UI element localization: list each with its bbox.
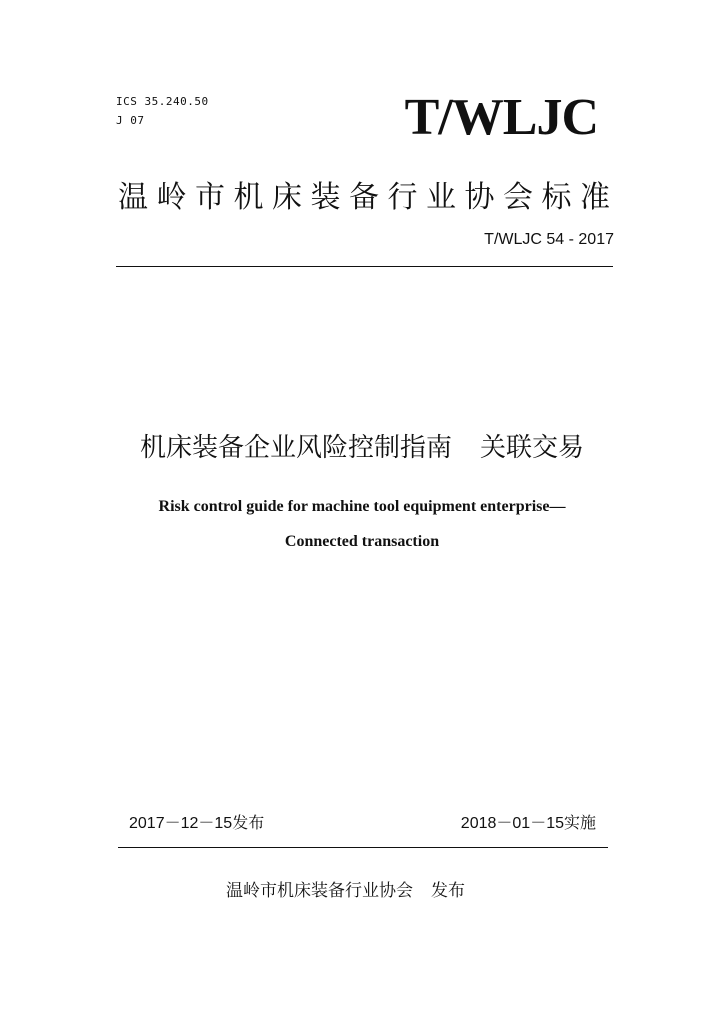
publisher bbox=[226, 876, 465, 901]
standard-code: T/WLJC bbox=[404, 89, 598, 146]
implementation-date: 2018－01－15实施 bbox=[460, 815, 596, 832]
publisher-name: 温岭市机床装备行业协会 bbox=[226, 881, 413, 901]
association-title: 温岭市机床装备行业协会标准 bbox=[118, 180, 619, 215]
publisher-action: 发布 bbox=[431, 881, 465, 901]
english-title-line2: Connected transaction bbox=[284, 533, 440, 550]
header-divider bbox=[116, 266, 613, 267]
chinese-title-main: 机床装备企业风险控制指南 bbox=[139, 433, 452, 463]
ics-code: ICS 35.240.50 bbox=[116, 95, 209, 108]
footer-divider bbox=[118, 847, 608, 848]
standard-number: T/WLJC 54 - 2017 bbox=[484, 231, 614, 248]
chinese-title-sub: 关联交易 bbox=[480, 433, 585, 463]
english-title-line1: Risk control guide for machine tool equipment enterprise— bbox=[158, 498, 566, 515]
chinese-title bbox=[0, 427, 724, 464]
classification-code: J 07 bbox=[116, 114, 145, 127]
issue-date: 2017－12－15发布 bbox=[129, 815, 265, 832]
